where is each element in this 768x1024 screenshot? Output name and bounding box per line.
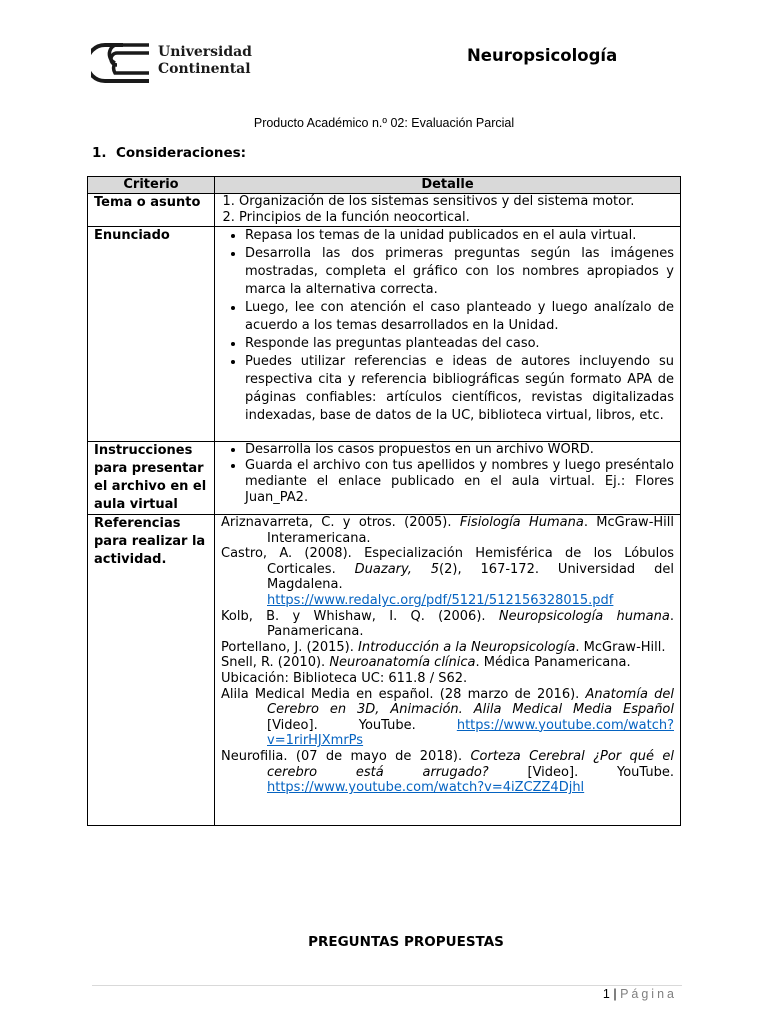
- reference-details: [Video]. YouTube.: [488, 764, 674, 780]
- table-row: [88, 194, 681, 227]
- reference-title: Anatomía del Cerebro en 3D, Animación. Alila Medical Media Español: [267, 686, 674, 718]
- reference-item: [221, 546, 674, 608]
- logo-line2: Continental: [158, 61, 251, 77]
- reference-item: [221, 749, 674, 796]
- list-item: • Guarda el archivo con tus apellidos y nombres y luego preséntalo mediante el enlace publicado en el aula virtual. Ej.: Flores Juan_PA2.: [245, 458, 674, 506]
- reference-details: . Médica Panamericana.: [475, 655, 631, 671]
- list-item: • Repasa los temas de la unidad publicados en el aula virtual.: [245, 227, 674, 245]
- footer-divider: [92, 985, 682, 986]
- reference-title: Neuropsicología humana: [498, 608, 670, 624]
- table-header-row: [88, 177, 681, 194]
- row-label: Referencias para realizar la actividad.: [88, 515, 215, 826]
- row-label: Enunciado: [88, 227, 215, 442]
- logo-line1: Universidad: [158, 44, 252, 60]
- section-title: Consideraciones:: [115, 145, 247, 161]
- reference-text: Snell, R. (2010).: [221, 655, 330, 671]
- topic-list: [221, 194, 674, 226]
- reference-item: [221, 515, 674, 546]
- reference-text: Kolb, B. y Whishaw, I. Q. (2006).: [221, 608, 499, 624]
- reference-title: Introducción a la Neuropsicología: [358, 639, 576, 655]
- list-item: • Desarrolla las dos primeras preguntas según las imágenes mostradas, completa el gráfico con los nombres apropiados y marca la alternativa correcta.: [245, 245, 674, 299]
- list-item: • Puedes utilizar referencias e ideas de autores incluyendo su respectiva cita y referencia bibliográficas según formato APA de páginas confiables: artículos científicos, revistas digitalizadas indexadas, base de datos de la UC, biblioteca virtual, libros, etc.: [245, 353, 674, 425]
- page-footer: [603, 987, 677, 1001]
- table-row: [88, 227, 681, 442]
- reference-details: . McGraw-Hill Interamericana.: [267, 515, 674, 546]
- list-item: 2. Principios de la función neocortical.: [239, 210, 674, 226]
- reference-link[interactable]: https://www.redalyc.org/pdf/5121/512156328015.pdf: [267, 592, 614, 608]
- reference-title: Fisiología Humana: [459, 515, 584, 530]
- considerations-table: [87, 176, 681, 826]
- reference-link[interactable]: https://www.youtube.com/watch?v=1rirHJXmrPs: [267, 717, 674, 749]
- reference-item: [221, 609, 674, 640]
- reference-item: [221, 687, 674, 749]
- reference-title: Neuroanatomía clínica: [329, 655, 476, 671]
- questions-heading: PREGUNTAS PROPUESTAS: [308, 934, 504, 950]
- row-label: Tema o asunto: [88, 194, 215, 227]
- instructions-list: [221, 442, 674, 506]
- reference-text: Neurofilia. (07 de mayo de 2018).: [221, 748, 471, 764]
- continental-logo-icon: [91, 42, 151, 84]
- university-logo: [91, 42, 261, 84]
- page-word: Página: [620, 987, 677, 1001]
- section-heading: [92, 145, 246, 161]
- reference-link[interactable]: https://www.youtube.com/watch?v=4iZCZZ4Djhl: [267, 780, 585, 796]
- reference-item: [221, 671, 674, 687]
- reference-text: Ariznavarreta, C. y otros. (2005).: [221, 515, 460, 530]
- reference-text: Alila Medical Media en español. (28 marzo de 2016).: [221, 686, 586, 702]
- reference-title: Corteza Cerebral ¿Por qué el cerebro está arrugado?: [267, 748, 674, 780]
- row-detail: [215, 227, 681, 442]
- row-detail: [215, 515, 681, 826]
- list-item: • Luego, lee con atención el caso planteado y luego analízalo de acuerdo a los temas desarrollados en la Unidad.: [245, 299, 674, 335]
- header-criterio: Criterio: [88, 177, 215, 194]
- reference-item: [221, 640, 674, 656]
- page-number: 1: [602, 987, 610, 1001]
- row-label: Instrucciones para presentar el archivo en el aula virtual: [88, 442, 215, 515]
- list-item: • Responde las preguntas planteadas del caso.: [245, 335, 674, 353]
- section-number: 1.: [92, 145, 107, 161]
- course-title: Neuropsicología: [467, 46, 618, 65]
- reference-details: . McGraw-Hill.: [575, 639, 666, 655]
- reference-item: [221, 655, 674, 671]
- row-detail: [215, 194, 681, 227]
- logo-wordmark: [158, 44, 252, 78]
- reference-text: Castro, A. (2008). Especialización Hemisférica de los Lóbulos Corticales.: [221, 546, 674, 577]
- reference-title: Duazary, 5: [354, 561, 440, 577]
- table-row: [88, 515, 681, 826]
- reference-details: . Panamericana.: [267, 608, 674, 640]
- table-row: [88, 442, 681, 515]
- list-item: 1. Organización de los sistemas sensitivos y del sistema motor.: [239, 194, 674, 210]
- list-item: • Desarrolla los casos propuestos en un archivo WORD.: [245, 442, 674, 458]
- row-detail: [215, 442, 681, 515]
- reference-text: Ubicación: Biblioteca UC: 611.8 / S62.: [221, 670, 468, 686]
- reference-text: Portellano, J. (2015).: [221, 639, 359, 655]
- footer-separator: |: [613, 987, 617, 1001]
- header-detalle: Detalle: [215, 177, 681, 194]
- document-subtitle: Producto Académico n.º 02: Evaluación Parcial: [253, 116, 515, 130]
- statement-list: [221, 227, 674, 425]
- references-list: [221, 515, 674, 796]
- reference-details: (2), 167-172. Universidad del Magdalena.: [267, 561, 674, 593]
- reference-details: [Video]. YouTube.: [267, 717, 416, 733]
